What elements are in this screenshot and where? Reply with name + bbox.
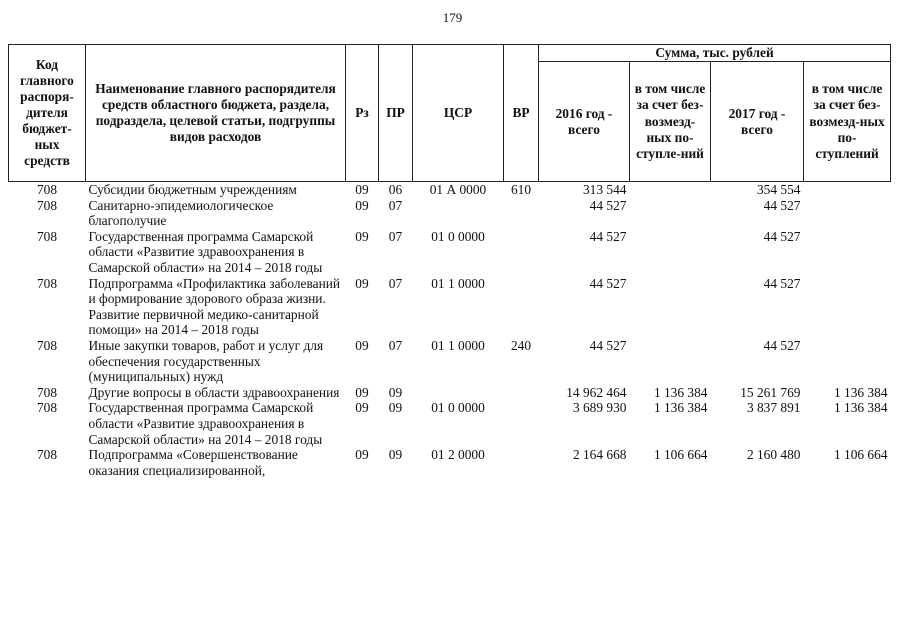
cell-vr: 240 [510,338,532,354]
cell-rz: 09 [355,400,369,416]
cell-2017-total: 44 527 [763,338,801,354]
cell-csr: 01 2 0000 [431,447,485,463]
cell-vr [504,385,539,401]
cell-2016-gratuitous: 1 136 384 [653,384,708,400]
cell-2017-gratuitous: 1 136 384 [833,384,888,400]
cell-2017-gratuitous [804,229,891,276]
table-row [9,229,891,276]
table-row [9,447,891,478]
cell-2017-total: 15 261 769 [740,384,801,400]
cell-vr [504,276,539,338]
cell-rz: 09 [355,384,369,400]
cell-pr: 09 [388,447,403,463]
cell-csr: 01 А 0000 [429,182,487,198]
cell-2017-gratuitous [804,198,891,229]
cell-csr [413,385,504,401]
cell-2016-total: 313 544 [582,182,627,198]
cell-2017-gratuitous [804,182,891,198]
cell-rz: 09 [355,338,369,354]
cell-2016-total: 14 962 464 [566,384,627,400]
cell-2016-total: 44 527 [589,338,627,354]
table-row [9,400,891,447]
cell-2016-total: 44 527 [589,197,627,213]
cell-name: Подпрограмма «Совершенствование оказания специализированной, [88,447,298,478]
header-2017-gratuitous: в том числе за счет без-возмезд-ных по-ступлений [804,62,891,182]
table-row [9,338,891,385]
header-vr: ВР [504,45,539,182]
cell-2016-total: 44 527 [589,275,627,291]
cell-rz: 09 [355,447,369,463]
cell-2017-total: 354 554 [756,182,801,198]
cell-pr: 09 [388,400,403,416]
cell-2017-gratuitous: 1 106 664 [833,447,888,463]
cell-pr: 07 [388,197,403,213]
table-row [9,276,891,338]
table-header [9,45,891,182]
cell-vr: 610 [510,182,532,198]
cell-code: 708 [36,447,58,463]
cell-2016-gratuitous: 1 136 384 [653,400,708,416]
page-number: 179 [442,10,463,25]
header-2017-total: 2017 год - всего [711,62,804,182]
cell-vr [504,198,539,229]
cell-2016-total: 3 689 930 [572,400,627,416]
cell-2017-gratuitous [804,276,891,338]
table-body [9,182,891,479]
cell-csr: 01 1 0000 [431,338,485,354]
cell-2016-total: 2 164 668 [572,447,627,463]
cell-name: Другие вопросы в области здравоохранения [88,384,340,400]
cell-2017-total: 44 527 [763,228,801,244]
header-pr: ПР [379,45,413,182]
cell-pr: 07 [388,338,403,354]
header-name: Наименование главного распорядителя средств областного бюджета, раздела, подраздела, целевой статьи, подгруппы видов расходов [86,45,346,182]
cell-2017-total: 44 527 [763,275,801,291]
cell-2016-gratuitous: 1 106 664 [653,447,708,463]
cell-csr [413,198,504,229]
cell-name: Государственная программа Самарской области «Развитие здравоохранения в Самарской области» на 2014 – 2018 годы [88,228,323,276]
cell-code: 708 [36,400,58,416]
cell-name: Субсидии бюджетным учреждениям [88,182,297,198]
cell-2017-total: 44 527 [763,197,801,213]
cell-pr: 06 [388,182,403,198]
cell-name: Иные закупки товаров, работ и услуг для обеспечения государственных (муниципальных) нужд [88,338,324,385]
cell-rz: 09 [355,182,369,198]
cell-code: 708 [36,182,58,198]
header-2016-total: 2016 год - всего [539,62,630,182]
table-row [9,182,891,198]
cell-2017-gratuitous [804,338,891,385]
cell-rz: 09 [355,228,369,244]
cell-vr [504,229,539,276]
cell-rz: 09 [355,275,369,291]
table-row [9,385,891,401]
cell-2016-total: 44 527 [589,228,627,244]
cell-pr: 09 [388,384,403,400]
cell-name: Подпрограмма «Профилактика заболеваний и формирование здорового образа жизни. Развитие первичной медико-санитарной помощи» на 2014 – 2018 годы [88,275,341,338]
table-row [9,198,891,229]
cell-pr: 07 [388,228,403,244]
cell-pr: 07 [388,275,403,291]
budget-table [8,44,891,478]
cell-2016-gratuitous [630,338,711,385]
cell-code: 708 [36,275,58,291]
cell-csr: 01 1 0000 [431,275,485,291]
cell-2017-gratuitous: 1 136 384 [833,400,888,416]
header-code: Код главного распоря-дителя бюджет-ных средств [9,45,86,182]
header-2016-gratuitous: в том числе за счет без-возмезд-ных по-ступле-ний [630,62,711,182]
cell-code: 708 [36,384,58,400]
cell-code: 708 [36,197,58,213]
cell-2017-total: 2 160 480 [746,447,801,463]
cell-2016-gratuitous [630,198,711,229]
cell-2016-gratuitous [630,229,711,276]
cell-2016-gratuitous [630,276,711,338]
cell-rz: 09 [355,197,369,213]
header-csr: ЦСР [413,45,504,182]
cell-2017-total: 3 837 891 [746,400,801,416]
cell-code: 708 [36,228,58,244]
cell-2016-gratuitous [630,182,711,198]
cell-name: Санитарно-эпидемиологическое благополучие [88,197,274,229]
header-rz: Рз [346,45,379,182]
header-sum-group: Сумма, тыс. рублей [539,45,891,62]
cell-csr: 01 0 0000 [431,400,485,416]
cell-csr: 01 0 0000 [431,228,485,244]
cell-vr [504,400,539,447]
cell-code: 708 [36,338,58,354]
cell-name: Государственная программа Самарской области «Развитие здравоохранения в Самарской области» на 2014 – 2018 годы [88,400,323,447]
cell-vr [504,447,539,478]
